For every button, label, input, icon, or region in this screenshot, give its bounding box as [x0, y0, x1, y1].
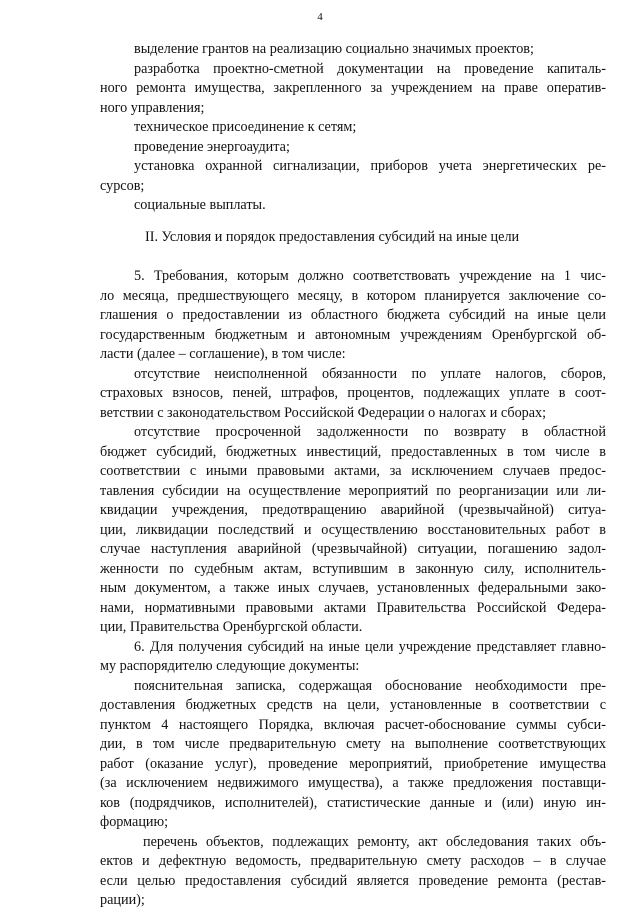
- text-line: квидации учреждения, предотвращению аварийной (чрезвычайной) ситуа-: [100, 502, 606, 518]
- section-heading: II. Условия и порядок предоставления субсидий на иные цели: [145, 228, 520, 245]
- text-line: женности по судебным актам, вступившим в законную силу, исполнитель-: [100, 560, 606, 577]
- text-line: формацию;: [100, 814, 169, 830]
- text-line: ции, Правительства Оренбургской области.: [100, 619, 363, 635]
- text-line: ным документом, а также иных случаев, установленных федеральными зако-: [100, 580, 606, 596]
- text-line: отсутствие просроченной задолженности по возврату в областной: [134, 424, 606, 440]
- enumeration-list: [100, 40, 606, 216]
- text-line: разработка проектно-сметной документации на проведение капиталь-: [134, 60, 606, 77]
- text-line: соответствии с иными правовыми актами, за исключением случаев предос-: [100, 463, 606, 479]
- document-body: [100, 40, 606, 911]
- text-line: доставления бюджетных средств на цели, установленные в соответствии с: [100, 697, 606, 713]
- text-line: 5. Требования, которым должно соответствовать учреждение на 1 чис-: [134, 268, 606, 284]
- section-body: [100, 267, 606, 911]
- text-line: бюджет субсидий, бюджетных инвестиций, предоставленных в том числе в: [100, 443, 606, 460]
- text-line: государственным бюджетным и автономным учреждениям Оренбургской об-: [100, 326, 606, 343]
- text-line: техническое присоединение к сетям;: [134, 119, 357, 135]
- text-line: выделение грантов на реализацию социально значимых проектов;: [134, 41, 534, 57]
- text-line: ветствии с законодательством Российской Федерации о налогах и сборах;: [100, 404, 547, 421]
- text-line: глашения о предоставлении из областного бюджета субсидий на иные цели: [100, 307, 606, 323]
- text-line: пояснительная записка, содержащая обоснование необходимости пре-: [134, 677, 606, 694]
- text-line: пунктом 4 настоящего Порядка, включая расчет-обоснование суммы субси-: [100, 716, 606, 733]
- text-line: му распорядителю следующие документы:: [100, 658, 360, 674]
- text-line: страховых взносов, пеней, штрафов, процентов, подлежащих уплате в соот-: [100, 385, 606, 401]
- text-line: отсутствие неисполненной обязанности по уплате налогов, сборов,: [134, 365, 606, 382]
- text-line: рации);: [100, 892, 145, 908]
- text-line: тавления субсидии на осуществление мероприятий по реорганизации или ли-: [100, 482, 606, 499]
- text-line: работ (оказание услуг), проведение мероприятий, приобретение имущества: [100, 755, 606, 772]
- text-line: перечень объектов, подлежащих ремонту, акт обследования таких объ-: [143, 833, 606, 850]
- text-line: ного ремонта имущества, закрепленного за учреждением на праве оператив-: [100, 80, 606, 96]
- page-number: 4: [317, 11, 323, 23]
- text-line: ного управления;: [100, 99, 205, 116]
- text-line: ласти (далее – соглашение), в том числе:: [100, 346, 346, 362]
- text-line: установка охранной сигнализации, приборов учета энергетических ре-: [134, 158, 606, 174]
- text-line: если целью предоставления субсидий является проведение ремонта (рестав-: [100, 872, 606, 889]
- text-line: 6. Для получения субсидий на иные цели учреждение представляет главно-: [134, 638, 606, 655]
- text-line: проведение энергоаудита;: [134, 138, 290, 155]
- text-line: ектов и дефектную ведомость, предварительную смету расходов – в случае: [100, 853, 606, 869]
- text-line: нами, нормативными правовыми актами Правительства Российской Федера-: [100, 599, 606, 616]
- text-line: дии, в том числе предварительную смету на выполнение соответствующих: [100, 736, 606, 752]
- text-line: ков (подрядчиков, исполнителей), статистические данные и (или) иную ин-: [100, 794, 606, 811]
- text-line: (за исключением недвижимого имущества), а также предложения поставщи-: [100, 775, 606, 791]
- text-line: социальные выплаты.: [134, 197, 266, 213]
- text-line: случае наступления аварийной (чрезвычайной) ситуации, погашению задол-: [100, 541, 606, 557]
- text-line: ло месяца, предшествующего месяцу, в котором планируется заключение со-: [100, 287, 606, 304]
- text-line: ции, ликвидации последствий и осуществлению восстановительных работ в: [100, 521, 606, 538]
- text-line: сурсов;: [100, 177, 145, 194]
